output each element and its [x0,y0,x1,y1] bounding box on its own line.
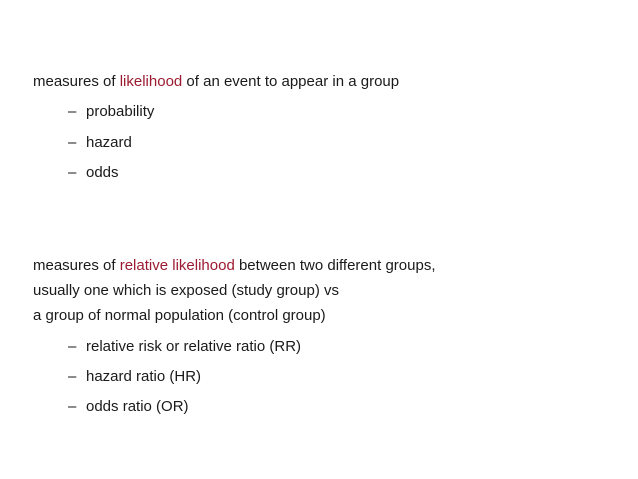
likelihood-heading-pre: measures of [33,73,120,90]
relative-heading-line-2: usually one which is exposed (study group) vs [33,282,339,299]
bullet-dash: – [68,398,77,415]
list-item-hazard [68,134,132,152]
relative-heading-line-3: a group of normal population (control group) [33,307,326,324]
list-item-odds [68,164,119,182]
relative-likelihood-highlight: relative likelihood [119,257,235,274]
list-item-label: relative risk or relative ratio (RR) [86,338,302,355]
bullet-dash: – [68,134,77,151]
relative-heading-pre: measures of [33,257,120,274]
list-item-odds-ratio [68,398,189,416]
relative-heading-post: between two different groups, [234,257,436,274]
bullet-dash: – [68,103,77,120]
relative-likelihood-heading [33,257,435,275]
bullet-dash: – [68,164,77,181]
list-item-label: hazard ratio (HR) [86,368,202,385]
list-item-label: hazard [86,134,132,151]
list-item-relative-risk [68,338,301,356]
likelihood-heading [33,73,399,91]
list-item-label: probability [86,103,155,120]
likelihood-highlight: likelihood [119,73,183,90]
bullet-dash: – [68,338,77,355]
bullet-dash: – [68,368,77,385]
list-item-label: odds ratio (OR) [86,398,189,415]
list-item-hazard-ratio [68,368,201,386]
list-item-label: odds [86,164,119,181]
list-item-probability [68,103,154,121]
likelihood-heading-post: of an event to appear in a group [182,73,400,90]
